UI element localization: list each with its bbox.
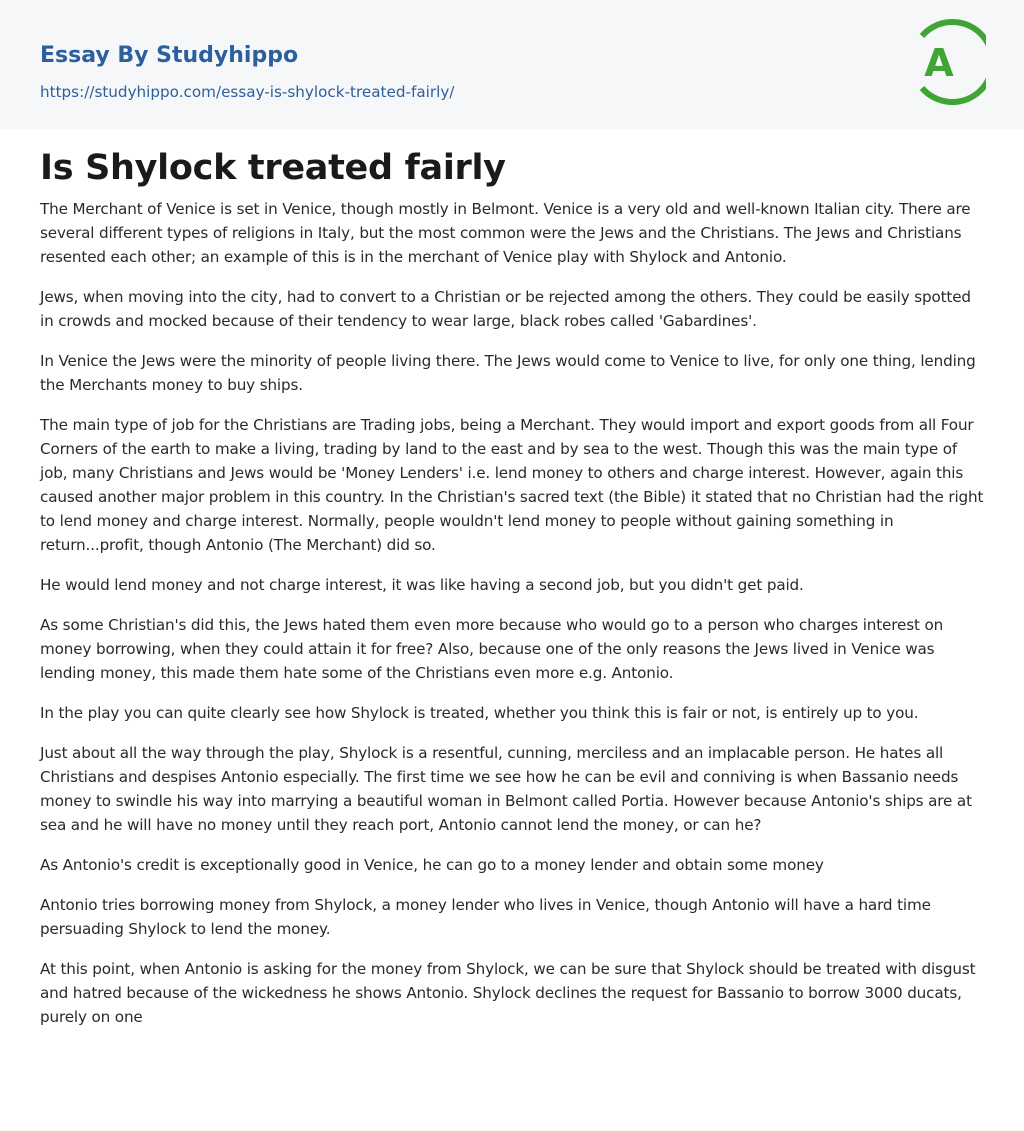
grade-a-circle-icon [912, 19, 986, 105]
logo-letter: A [924, 41, 954, 85]
brand-title: Essay By Studyhippo [40, 43, 299, 68]
article [0, 129, 1024, 1029]
source-url-link[interactable]: https://studyhippo.com/essay-is-shylock-treated-fairly/ [40, 83, 455, 101]
article-paragraph: Just about all the way through the play, Shylock is a resentful, cunning, merciless and an implacable person. He hates all Christians and despises Antonio especially. The first time we see how he can be evil and conniving is when Bassanio needs money to swindle his way into marrying a beautiful woman in Belmont called Portia. However because Antonio's ships are at sea and he will have no money until they reach port, Antonio cannot lend the money, or can he? [40, 744, 972, 834]
article-paragraph: As Antonio's credit is exceptionally good in Venice, he can go to a money lender and obtain some money [40, 856, 824, 874]
article-title: Is Shylock treated fairly [40, 148, 506, 188]
article-paragraph: In Venice the Jews were the minority of people living there. The Jews would come to Venice to live, for only one thing, lending the Merchants money to buy ships. [40, 352, 976, 394]
article-paragraph: As some Christian's did this, the Jews hated them even more because who would go to a person who charges interest on money borrowing, when they could attain it for free? Also, because one of the only reasons the Jews lived in Venice was lending money, this made them hate some of the Christians even more e.g. Antonio. [40, 616, 944, 682]
site-header [0, 0, 1024, 129]
article-paragraph: At this point, when Antonio is asking for the money from Shylock, we can be sure that Shylock should be treated with disgust and hatred because of the wickedness he shows Antonio. Shylock declines the request for Bassanio to borrow 3000 ducats, purely on one [40, 960, 976, 1026]
article-paragraph: He would lend money and not charge interest, it was like having a second job, but you didn't get paid. [40, 576, 804, 594]
article-paragraph: Antonio tries borrowing money from Shylock, a money lender who lives in Venice, though Antonio will have a hard time persuading Shylock to lend the money. [40, 896, 931, 938]
article-paragraph: The Merchant of Venice is set in Venice, though mostly in Belmont. Venice is a very old and well-known Italian city. There are several different types of religions in Italy, but the most common were the Jews and the Christians. The Jews and Christians resented each other; an example of this is in the merchant of Venice play with Shylock and Antonio. [40, 200, 971, 266]
article-paragraph: In the play you can quite clearly see how Shylock is treated, whether you think this is fair or not, is entirely up to you. [40, 704, 919, 722]
article-paragraph: Jews, when moving into the city, had to convert to a Christian or be rejected among the others. They could be easily spotted in crowds and mocked because of their tendency to wear large, black robes called 'Gabardines'. [40, 288, 971, 330]
article-paragraph: The main type of job for the Christians are Trading jobs, being a Merchant. They would import and export goods from all Four Corners of the earth to make a living, trading by land to the east and by sea to the west. Though this was the main type of job, many Christians and Jews would be 'Money Lenders' i.e. lend money to others and charge interest. However, again this caused another major problem in this country. In the Christian's sacred text (the Bible) it stated that no Christian had the right to lend money and charge interest. Normally, people wouldn't lend money to people without gaining something in return...profit, though Antonio (The Merchant) did so. [40, 416, 984, 554]
